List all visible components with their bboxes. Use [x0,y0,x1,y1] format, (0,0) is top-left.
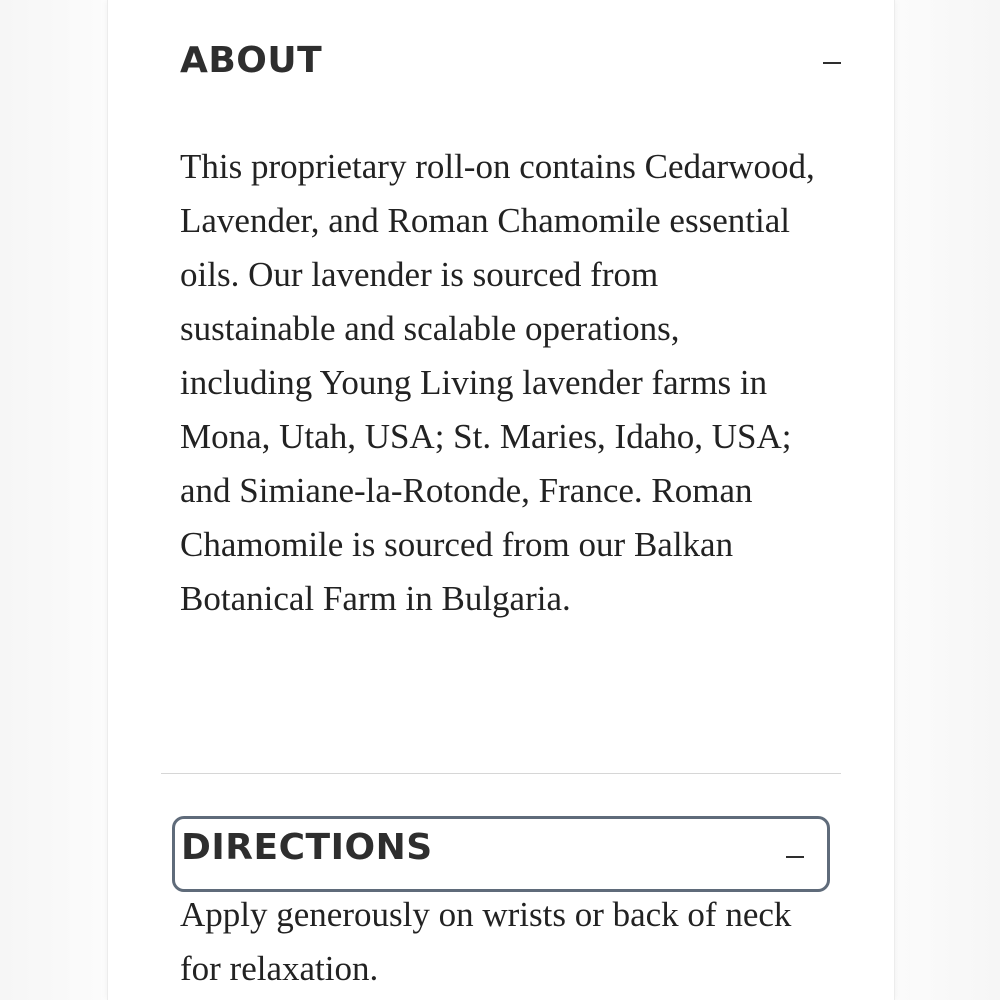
about-description: This proprietary roll-on contains Cedarwood, Lavender, and Roman Chamomile essential oils. Our lavender is sourced from sustainable and scalable operations, including Young Living lavender farms in Mona, Utah, USA; St. Maries, Idaho, USA; and Simiane-la-Rotonde, France. Roman Chamomile is sourced from our Balkan Botanical Farm in Bulgaria. [180,147,815,618]
minus-icon[interactable] [822,53,842,73]
directions-description: Apply generously on wrists or back of neck for relaxation. [180,895,792,988]
minus-icon[interactable] [785,847,805,867]
about-accordion-header[interactable] [180,30,832,90]
about-title: ABOUT [180,39,323,81]
product-details-panel [107,0,895,1000]
directions-accordion-header[interactable] [172,816,830,892]
directions-title: DIRECTIONS [181,826,433,868]
section-divider [161,773,841,774]
